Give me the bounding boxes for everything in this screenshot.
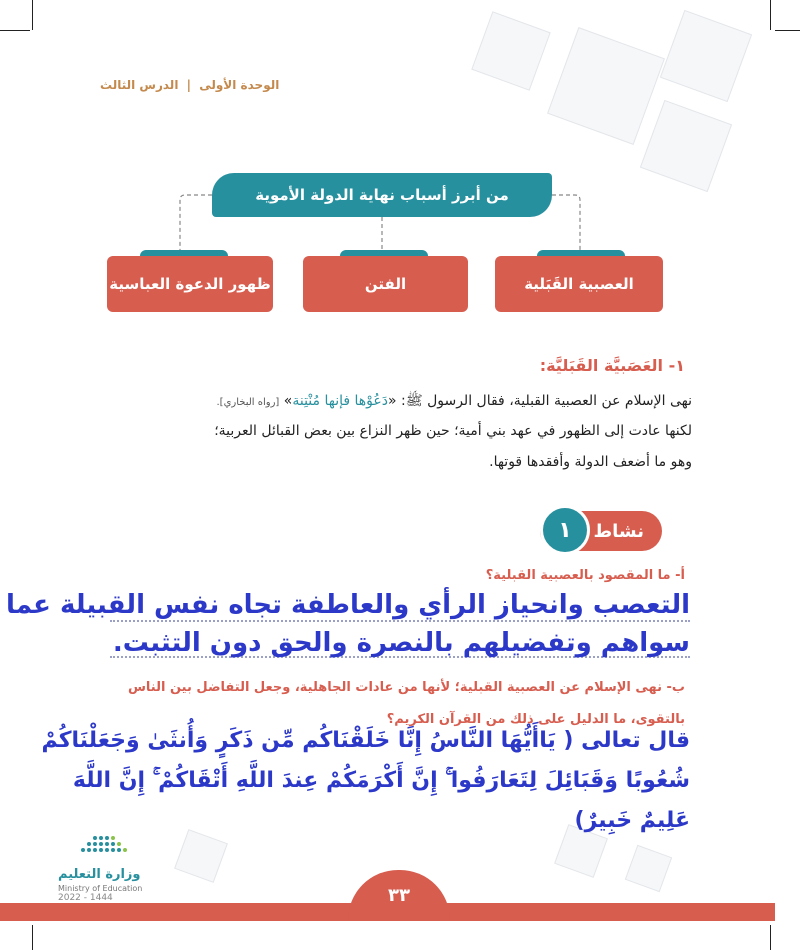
ministry-year: 2022 - 1444 [58,893,113,903]
hadith-source: [رواه البخاري]. [216,397,280,408]
breadcrumb-separator: | [186,78,192,92]
body-line-1-start: نهى الإسلام عن العصبية القبلية، فقال الرسول ﷺ: « [387,393,692,409]
decorative-square [174,829,228,883]
ministry-name-arabic: وزارة التعليم [58,867,141,882]
decorative-square [625,845,672,892]
ministry-logo-icon [55,832,145,864]
crop-mark [770,925,771,950]
body-line-2: لكنها عادت إلى الظهور في عهد بني أمية؛ حين ظهر النزاع بين بعض القبائل العربية؛ [214,423,692,439]
body-line-1-end: » [279,393,293,409]
breadcrumb-lesson: الدرس الثالث [100,78,179,92]
body-line-3: وهو ما أضعف الدولة وأفقدها قوتها. [489,454,692,470]
diagram-title: من أبرز أسباب نهاية الدولة الأموية [212,173,552,217]
answer-b-line-1: قال تعالى ( يَاأَيُّهَا النَّاسُ إِنَّا خَلَقْنَاكُم مِّن ذَكَرٍ وَأُنثَىٰ وَجَعَلْنَاكُمْ [41,728,690,753]
cause-box-strife: الفتن [303,256,468,312]
answer-b-line-2: شُعُوبًا وَقَبَائِلَ لِتَعَارَفُوا ۚ إِنَّ أَكْرَمَكُمْ عِندَ اللَّهِ أَتْقَاكُمْ ۚ إِنَّ اللَّهَ [72,768,690,793]
page-number: ٣٣ [348,870,450,920]
body-line-1 [216,392,692,412]
crop-mark [32,925,33,950]
answer-dotted-line [110,620,690,622]
question-b-line-2: بالتقوى، ما الدليل على ذلك من القرآن الكريم؟ [386,712,685,727]
cause-box-abbasid: ظهور الدعوة العباسية [107,256,273,312]
cause-box-tribal: العصبية القَبَلية [495,256,663,312]
ministry-name-english: Ministry of Education [58,884,143,893]
answer-a-line-1: التعصب وانحياز الرأي والعاطفة تجاه نفس القبيلة عما [5,590,690,620]
hadith-text: دَعُوْها فإنها مُنْتِنة [292,393,388,409]
section-heading: ١- العَصَبيَّة القَبَليَّة: [539,356,685,375]
question-a: أ- ما المقصود بالعصبية القبلية؟ [485,568,685,583]
activity-label: نشاط [593,520,644,542]
answer-a-line-2: سواهم وتفضيلهم بالنصرة والحق دون التثبت. [112,628,690,658]
question-b-line-1: ب- نهى الإسلام عن العصبية القبلية؛ لأنها من عادات الجاهلية، وجعل التفاضل بين الناس [127,680,685,695]
answer-b-line-3: عَلِيمٌ خَبِيرٌ) [574,808,690,833]
activity-number: ١ [540,505,590,555]
breadcrumb-unit: الوحدة الأولى [199,78,280,92]
